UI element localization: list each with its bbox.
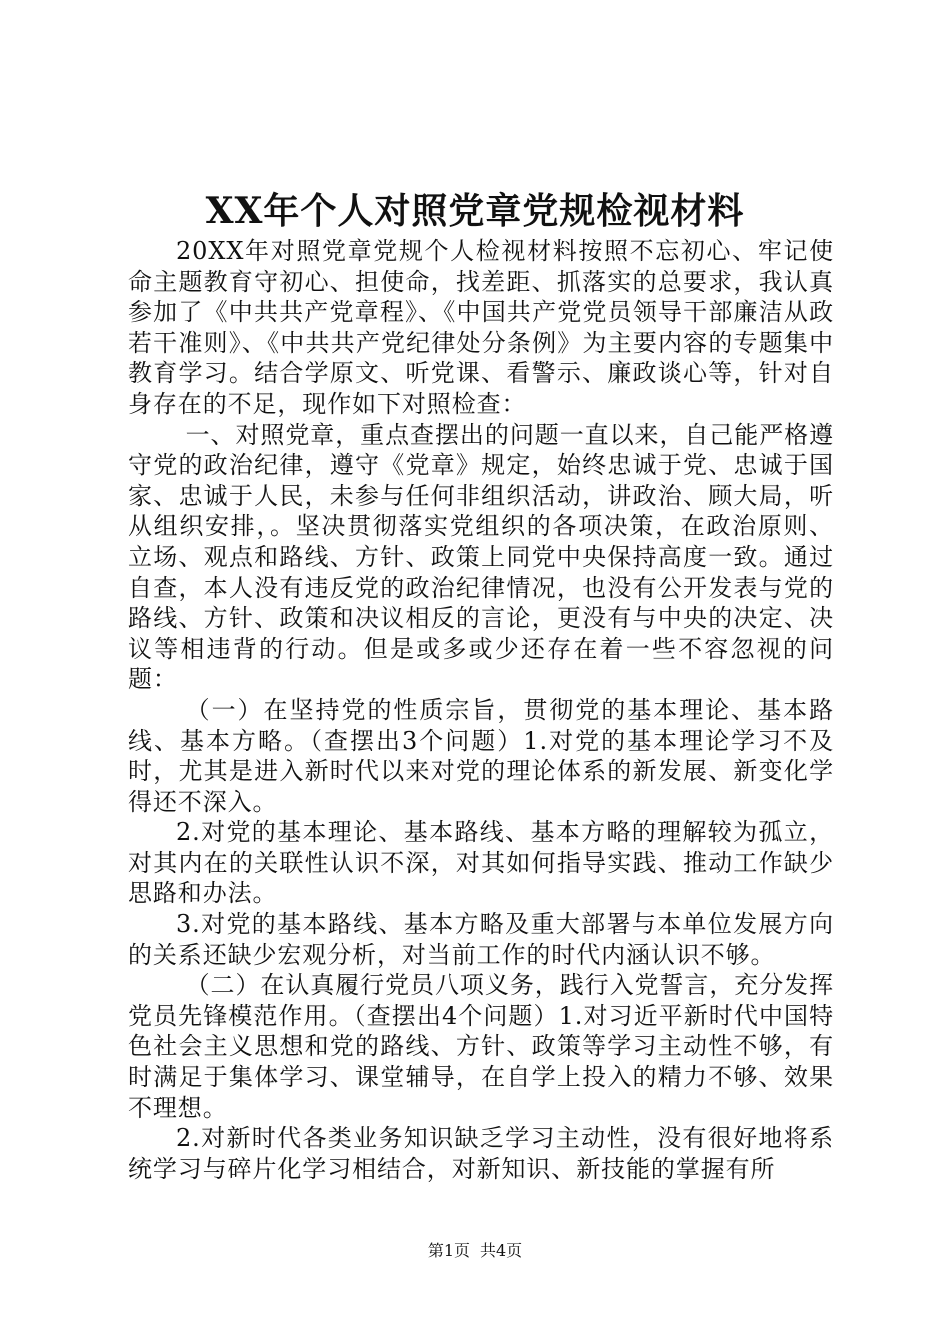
paragraph-subsection-two: （二）在认真履行党员八项义务，践行入党誓言，充分发挥党员先锋模范作用。（查摆出4个问题）1.对习近平新时代中国特色社会主义思想和党的路线、方针、政策等学习主动性不够，有时满足于集体学习、课堂辅导，在自学上投入的精力不够、效果不理想。 (128, 971, 834, 1122)
document-body (128, 236, 834, 1184)
paragraph-intro: 20XX年对照党章党规个人检视材料按照不忘初心、牢记使命主题教育守初心、担使命，找差距、抓落实的总要求，我认真参加了《中共共产党章程》、《中国共产党党员领导干部廉洁从政若干准则》、《中共共产党纪律处分条例》为主要内容的专题集中教育学习。结合学原文、听党课、看警示、廉政谈心等，针对自身存在的不足，现作如下对照检查： (128, 237, 834, 418)
page-footer (0, 1240, 950, 1262)
paragraph-section-one: 一、对照党章，重点查摆出的问题一直以来，自己能严格遵守党的政治纪律，遵守《党章》规定，始终忠诚于党、忠诚于国家、忠诚于人民，未参与任何非组织活动，讲政治、顾大局，听从组织安排，。坚决贯彻落实党组织的各项决策，在政治原则、立场、观点和路线、方针、政策上同党中央保持高度一致。通过自查，本人没有违反党的政治纪律情况，也没有公开发表与党的路线、方针、政策和决议相反的言论，更没有与中央的决定、决议等相违背的行动。但是或多或少还存在着一些不容忽视的问题： (128, 420, 834, 694)
page-total: 共4页 (480, 1241, 523, 1260)
document-title: XX年个人对照党章党规检视材料 (205, 190, 745, 232)
paragraph-subsection-one: （一）在坚持党的性质宗旨，贯彻党的基本理论、基本路线、基本方略。（查摆出3个问题）1.对党的基本理论学习不及时，尤其是进入新时代以来对党的理论体系的新发展、新变化学得还不深入。 (128, 695, 834, 816)
page-number: 第1页 (427, 1241, 470, 1260)
paragraph-item-2b: 2.对新时代各类业务知识缺乏学习主动性，没有很好地将系统学习与碎片化学习相结合，对新知识、新技能的掌握有所 (128, 1124, 834, 1183)
paragraph-item-2: 2.对党的基本理论、基本路线、基本方略的理解较为孤立，对其内在的关联性认识不深，对其如何指导实践、推动工作缺少思路和办法。 (128, 818, 834, 908)
paragraph-item-3: 3.对党的基本路线、基本方略及重大部署与本单位发展方向的关系还缺少宏观分析，对当前工作的时代内涵认识不够。 (128, 910, 834, 969)
